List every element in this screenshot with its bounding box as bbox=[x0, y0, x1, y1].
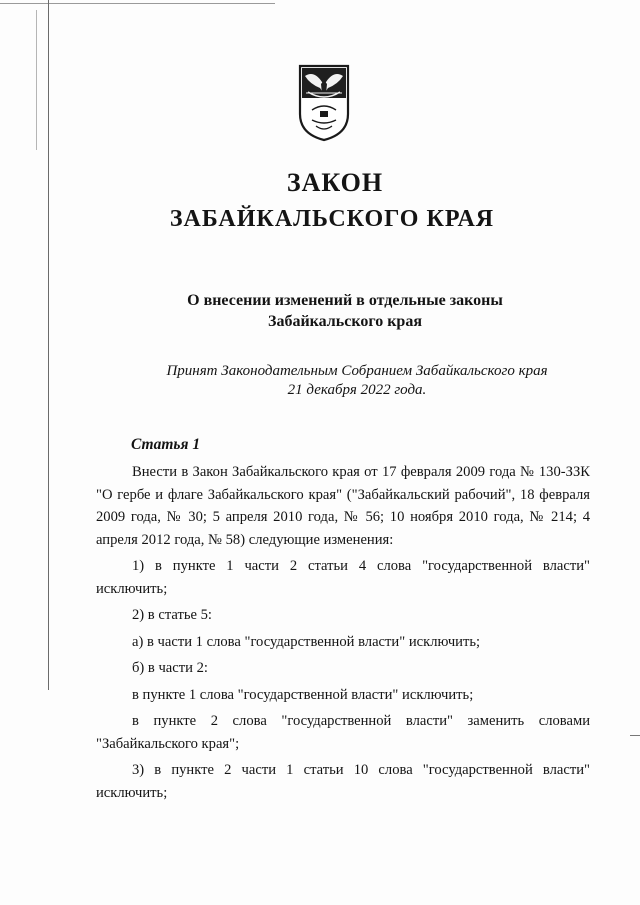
adoption-note-line: 21 декабря 2022 года. bbox=[287, 382, 427, 398]
article-heading: Статья 1 bbox=[131, 436, 201, 453]
adoption-note bbox=[150, 362, 564, 400]
article-item: в пункте 2 слова "государственной власти" заменить словами "Забайкальского края"; bbox=[96, 713, 590, 752]
law-subject bbox=[150, 290, 540, 332]
law-subject-line: Забайкальского края bbox=[268, 313, 422, 330]
article-item: 1) в пункте 1 части 2 статьи 4 слова "государственной власти" исключить; bbox=[96, 558, 590, 597]
article-item: в пункте 1 слова "государственной власти" исключить; bbox=[132, 686, 474, 703]
article-item: б) в части 2: bbox=[132, 660, 208, 676]
article-item: а) в части 1 слова "государственной власти" исключить; bbox=[132, 633, 481, 650]
scan-artifact-line bbox=[0, 3, 275, 4]
law-subject-line: О внесении изменений в отдельные законы bbox=[187, 292, 503, 309]
scan-artifact-line bbox=[48, 0, 49, 690]
article-item: 3) в пункте 2 части 1 статьи 10 слова "государственной власти" исключить; bbox=[96, 762, 590, 801]
adoption-note-line: Принят Законодательным Собранием Забайкальского края bbox=[166, 363, 548, 379]
law-region-title: ЗАБАЙКАЛЬСКОГО КРАЯ bbox=[169, 206, 495, 232]
scan-artifact-line bbox=[36, 10, 37, 150]
article-intro-paragraph: Внести в Закон Забайкальского края от 17 февраля 2009 года № 130-ЗЗК "О гербе и флаге Забайкальского края" ("Забайкальский рабочий", 18 февраля 2009 года, № 30; 5 апреля 2010 года, № 56; 10 ноября 2010 года, № 214; 4 апреля 2012 года, № 58) следующие изменения: bbox=[96, 464, 590, 548]
article-body bbox=[96, 461, 590, 804]
coat-of-arms-icon bbox=[298, 64, 350, 142]
scan-artifact-mark bbox=[630, 735, 640, 736]
article-item: 2) в статье 5: bbox=[132, 607, 212, 623]
law-title: ЗАКОН bbox=[286, 168, 384, 197]
